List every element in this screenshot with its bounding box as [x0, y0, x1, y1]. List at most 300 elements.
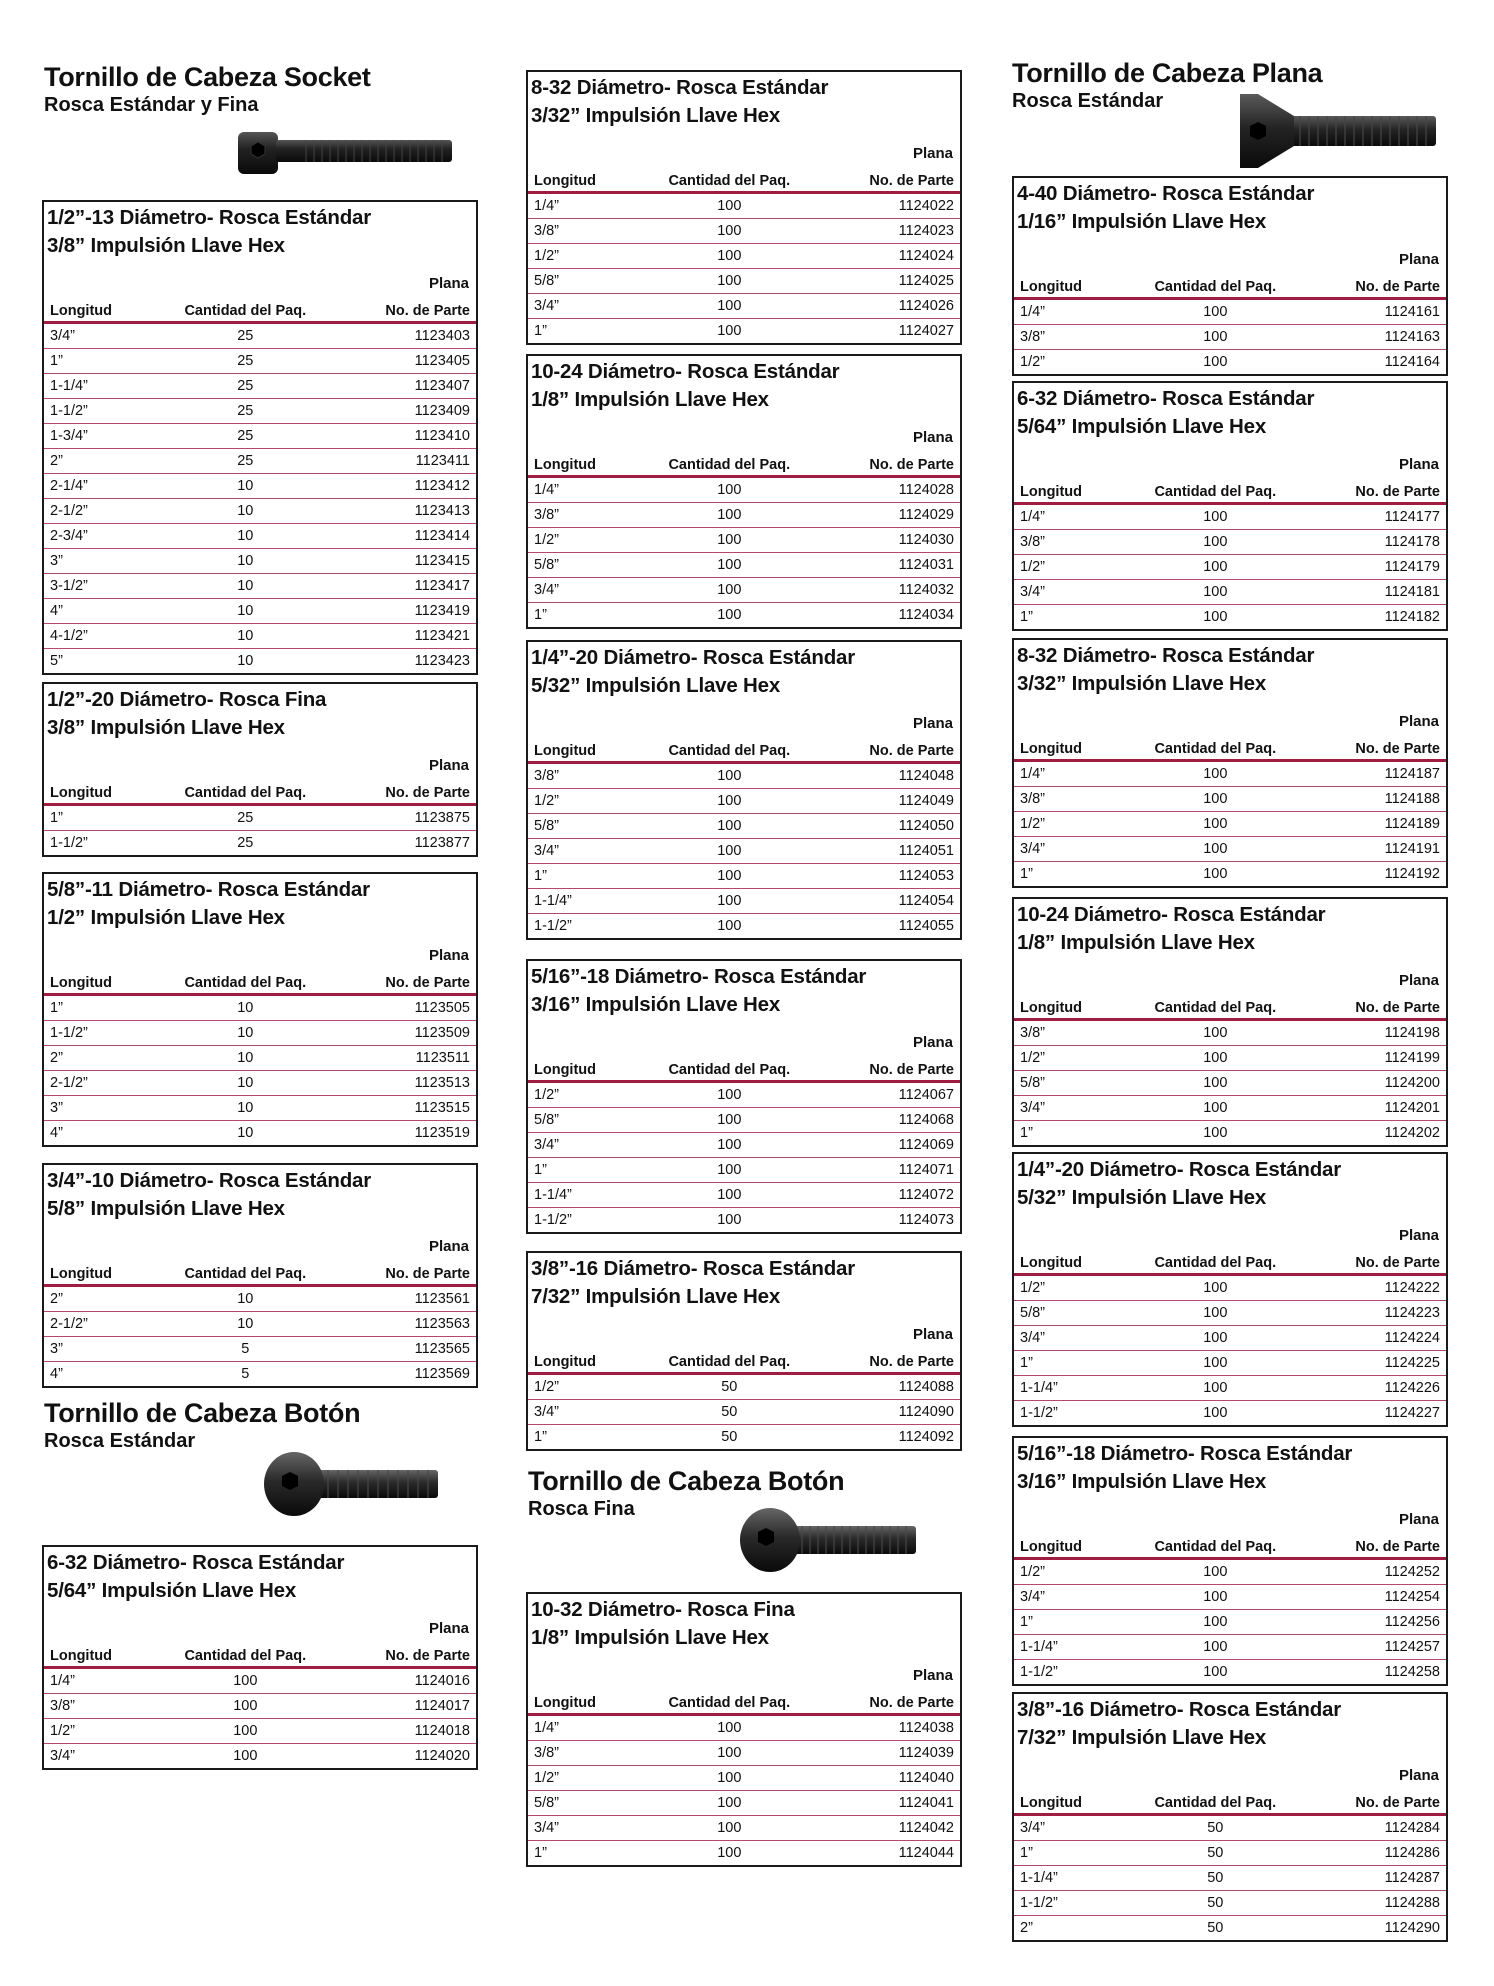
cell-parte: 1124200 — [1384, 1075, 1440, 1091]
cell-parte: 1124181 — [1384, 584, 1440, 600]
table-row — [44, 806, 476, 831]
table-row — [1014, 530, 1446, 555]
cell-cantidad: 10 — [237, 553, 254, 569]
cell-cantidad: 100 — [1203, 866, 1228, 882]
cell-longitud: 2” — [50, 1050, 63, 1066]
table-row — [44, 1287, 476, 1312]
cell-longitud: 3/8” — [534, 768, 559, 784]
column-header-parte: No. de Parte — [385, 785, 470, 801]
table-row — [1014, 1816, 1446, 1841]
cell-longitud: 3/8” — [1020, 329, 1045, 345]
table-row — [44, 349, 476, 374]
table-title: 1/2”-20 Diámetro- Rosca Fina — [47, 688, 327, 711]
cell-cantidad: 25 — [237, 378, 254, 394]
flat-head-screw-image — [1236, 92, 1442, 170]
cell-longitud: 1/2” — [534, 532, 559, 548]
cell-parte: 1124024 — [898, 248, 954, 264]
cell-parte: 1123565 — [414, 1341, 470, 1357]
cell-parte: 1124040 — [898, 1770, 954, 1786]
cell-parte: 1123563 — [414, 1316, 470, 1332]
cell-cantidad: 100 — [1203, 329, 1228, 345]
table-title: 5/16”-18 Diámetro- Rosca Estándar — [1017, 1442, 1353, 1465]
table-subtitle: 5/64” Impulsión Llave Hex — [1017, 415, 1267, 438]
cell-cantidad: 10 — [237, 1291, 254, 1307]
table-row — [528, 244, 960, 269]
table-title: 6-32 Diámetro- Rosca Estándar — [47, 1551, 345, 1574]
cell-cantidad: 50 — [721, 1429, 738, 1445]
column-headers — [1014, 1788, 1446, 1816]
cell-cantidad: 25 — [237, 403, 254, 419]
cell-longitud: 1” — [50, 353, 63, 369]
column-headers — [1014, 1248, 1446, 1276]
table-row — [1014, 1301, 1446, 1326]
cell-cantidad: 100 — [1203, 584, 1228, 600]
column-header-parte: No. de Parte — [385, 975, 470, 991]
table-row — [1014, 1916, 1446, 1940]
cell-parte: 1123505 — [414, 1000, 470, 1016]
table-row — [1014, 1866, 1446, 1891]
column-header-longitud: Longitud — [1020, 1795, 1083, 1811]
table-row — [44, 324, 476, 349]
cell-cantidad: 100 — [1203, 1025, 1228, 1041]
table-row — [528, 1208, 960, 1232]
cell-longitud: 1/4” — [1020, 509, 1045, 525]
finish-label: Plana — [428, 757, 469, 774]
finish-label: Plana — [912, 1034, 953, 1051]
table-row — [528, 503, 960, 528]
cell-cantidad: 100 — [1203, 1664, 1228, 1680]
cell-longitud: 5/8” — [534, 557, 559, 573]
cell-cantidad: 5 — [241, 1341, 250, 1357]
table-row — [528, 839, 960, 864]
cell-parte: 1123515 — [414, 1100, 470, 1116]
cell-parte: 1124023 — [898, 223, 954, 239]
cell-longitud: 1/4” — [534, 482, 559, 498]
column-header-parte: No. de Parte — [385, 1266, 470, 1282]
spec-table — [1012, 897, 1448, 1147]
cell-cantidad: 100 — [1203, 816, 1228, 832]
cell-cantidad: 25 — [237, 428, 254, 444]
cell-cantidad: 50 — [1207, 1895, 1224, 1911]
cell-parte: 1124254 — [1384, 1589, 1440, 1605]
column-headers — [528, 1055, 960, 1083]
column-header-longitud: Longitud — [50, 303, 113, 319]
cell-parte: 1124053 — [898, 868, 954, 884]
cell-parte: 1124191 — [1384, 841, 1440, 857]
cell-cantidad: 100 — [717, 273, 742, 289]
cell-longitud: 1/2” — [1020, 1280, 1045, 1296]
column-header-parte: No. de Parte — [385, 303, 470, 319]
column-header-cantidad: Cantidad del Paq. — [668, 1354, 791, 1370]
table-row — [528, 789, 960, 814]
column-header-parte: No. de Parte — [1355, 1539, 1440, 1555]
cell-longitud: 1-1/2” — [1020, 1664, 1058, 1680]
table-row — [44, 399, 476, 424]
section-subtitle: Rosca Fina — [528, 1498, 635, 1520]
cell-parte: 1124189 — [1384, 816, 1440, 832]
cell-longitud: 1” — [50, 1000, 63, 1016]
table-title: 10-24 Diámetro- Rosca Estándar — [531, 360, 840, 383]
section-title: Tornillo de Cabeza Plana — [1012, 58, 1323, 88]
cell-parte: 1124022 — [898, 198, 954, 214]
cell-parte: 1124202 — [1384, 1125, 1440, 1141]
column-headers — [1014, 993, 1446, 1021]
cell-longitud: 3/4” — [1020, 584, 1045, 600]
column-header-longitud: Longitud — [50, 1266, 113, 1282]
column-header-cantidad: Cantidad del Paq. — [184, 1648, 307, 1664]
finish-label: Plana — [1398, 1227, 1439, 1244]
table-row — [528, 319, 960, 343]
table-row — [528, 1083, 960, 1108]
cell-parte: 1124088 — [898, 1379, 954, 1395]
cell-parte: 1124284 — [1384, 1820, 1440, 1836]
table-subtitle: 3/16” Impulsión Llave Hex — [531, 993, 781, 1016]
cell-cantidad: 100 — [717, 1162, 742, 1178]
cell-cantidad: 100 — [717, 1795, 742, 1811]
cell-cantidad: 100 — [717, 918, 742, 934]
table-title: 1/2”-13 Diámetro- Rosca Estándar — [47, 206, 372, 229]
cell-parte: 1123511 — [415, 1050, 470, 1066]
finish-label: Plana — [912, 715, 953, 732]
table-subtitle: 3/8” Impulsión Llave Hex — [47, 234, 285, 257]
table-title: 10-24 Diámetro- Rosca Estándar — [1017, 903, 1326, 926]
finish-label: Plana — [1398, 1767, 1439, 1784]
cell-longitud: 3/8” — [534, 1745, 559, 1761]
table-subtitle: 3/32” Impulsión Llave Hex — [531, 104, 781, 127]
finish-label: Plana — [1398, 456, 1439, 473]
cell-cantidad: 100 — [717, 248, 742, 264]
cell-parte: 1123877 — [414, 835, 470, 851]
cell-parte: 1124288 — [1384, 1895, 1440, 1911]
cell-cantidad: 25 — [237, 835, 254, 851]
finish-label: Plana — [1398, 713, 1439, 730]
table-row — [1014, 605, 1446, 629]
table-subtitle: 5/32” Impulsión Llave Hex — [1017, 1186, 1267, 1209]
cell-longitud: 4” — [50, 603, 63, 619]
cell-cantidad: 100 — [1203, 1564, 1228, 1580]
spec-table — [42, 872, 478, 1147]
column-header-longitud: Longitud — [50, 975, 113, 991]
table-row — [528, 219, 960, 244]
cell-parte: 1123875 — [414, 810, 470, 826]
cell-parte: 1124034 — [898, 607, 954, 623]
cell-parte: 1124179 — [1384, 559, 1440, 575]
column-headers — [528, 1347, 960, 1375]
cell-parte: 1124258 — [1384, 1664, 1440, 1680]
cell-longitud: 3/4” — [534, 582, 559, 598]
cell-parte: 1124026 — [898, 298, 954, 314]
column-header-cantidad: Cantidad del Paq. — [668, 457, 791, 473]
cell-cantidad: 25 — [237, 328, 254, 344]
column-header-parte: No. de Parte — [1355, 1795, 1440, 1811]
cell-parte: 1124090 — [898, 1404, 954, 1420]
column-headers — [528, 450, 960, 478]
cell-parte: 1123423 — [414, 653, 470, 669]
cell-longitud: 2” — [50, 453, 63, 469]
cell-cantidad: 10 — [237, 1125, 254, 1141]
table-row — [44, 424, 476, 449]
table-row — [528, 269, 960, 294]
cell-cantidad: 100 — [717, 323, 742, 339]
table-row — [1014, 1071, 1446, 1096]
table-subtitle: 5/32” Impulsión Llave Hex — [531, 674, 781, 697]
column-header-longitud: Longitud — [534, 1354, 597, 1370]
cell-cantidad: 100 — [717, 1112, 742, 1128]
cell-cantidad: 100 — [1203, 1305, 1228, 1321]
finish-label: Plana — [1398, 1511, 1439, 1528]
finish-label: Plana — [428, 1238, 469, 1255]
cell-longitud: 1-1/4” — [534, 893, 572, 909]
cell-parte: 1124290 — [1384, 1920, 1440, 1936]
cell-parte: 1123421 — [414, 628, 470, 644]
cell-cantidad: 100 — [233, 1723, 258, 1739]
table-row — [528, 1841, 960, 1865]
table-row — [1014, 787, 1446, 812]
cell-cantidad: 100 — [1203, 1639, 1228, 1655]
spec-table — [1012, 176, 1448, 376]
table-row — [1014, 1021, 1446, 1046]
cell-parte: 1124256 — [1384, 1614, 1440, 1630]
cell-cantidad: 100 — [717, 532, 742, 548]
cell-parte: 1124201 — [1384, 1100, 1440, 1116]
cell-parte: 1124187 — [1384, 766, 1440, 782]
cell-parte: 1124050 — [898, 818, 954, 834]
column-header-parte: No. de Parte — [869, 1062, 954, 1078]
cell-longitud: 5/8” — [534, 273, 559, 289]
cell-cantidad: 100 — [717, 868, 742, 884]
cell-longitud: 1/2” — [1020, 816, 1045, 832]
cell-parte: 1124027 — [898, 323, 954, 339]
cell-longitud: 3/8” — [534, 507, 559, 523]
cell-longitud: 2-1/2” — [50, 1075, 88, 1091]
column-header-cantidad: Cantidad del Paq. — [668, 1062, 791, 1078]
table-row — [1014, 812, 1446, 837]
cell-longitud: 3/4” — [534, 298, 559, 314]
finish-label: Plana — [428, 1620, 469, 1637]
spec-table — [526, 1251, 962, 1451]
cell-longitud: 3/4” — [1020, 1589, 1045, 1605]
cell-parte: 1123414 — [414, 528, 470, 544]
table-row — [44, 524, 476, 549]
table-row — [1014, 1401, 1446, 1425]
cell-cantidad: 100 — [717, 607, 742, 623]
cell-longitud: 4” — [50, 1125, 63, 1141]
column-headers — [44, 296, 476, 324]
table-row — [44, 1744, 476, 1768]
spec-table — [526, 959, 962, 1234]
column-header-cantidad: Cantidad del Paq. — [1154, 484, 1277, 500]
cell-parte: 1124041 — [898, 1795, 954, 1811]
cell-parte: 1124226 — [1384, 1380, 1440, 1396]
cell-parte: 1124032 — [898, 582, 954, 598]
finish-label: Plana — [1398, 251, 1439, 268]
table-row — [44, 1694, 476, 1719]
cell-longitud: 1/2” — [1020, 1050, 1045, 1066]
column-header-longitud: Longitud — [1020, 741, 1083, 757]
section-subtitle: Rosca Estándar — [1012, 90, 1164, 112]
cell-cantidad: 100 — [717, 793, 742, 809]
table-row — [1014, 1326, 1446, 1351]
table-row — [44, 831, 476, 855]
cell-parte: 1124222 — [1384, 1280, 1440, 1296]
table-row — [528, 1158, 960, 1183]
table-row — [1014, 1841, 1446, 1866]
cell-longitud: 3/4” — [50, 328, 75, 344]
cell-parte: 1124224 — [1384, 1330, 1440, 1346]
cell-longitud: 3/4” — [534, 1820, 559, 1836]
table-subtitle: 7/32” Impulsión Llave Hex — [531, 1285, 781, 1308]
cell-cantidad: 50 — [1207, 1820, 1224, 1836]
table-row — [44, 1121, 476, 1145]
cell-longitud: 3/8” — [50, 1698, 75, 1714]
table-row — [44, 549, 476, 574]
table-subtitle: 3/8” Impulsión Llave Hex — [47, 716, 285, 739]
table-row — [44, 1719, 476, 1744]
table-row — [1014, 1560, 1446, 1585]
cell-parte: 1123513 — [414, 1075, 470, 1091]
column-header-parte: No. de Parte — [1355, 741, 1440, 757]
table-row — [44, 1337, 476, 1362]
section-subtitle: Rosca Estándar y Fina — [44, 94, 259, 116]
cell-cantidad: 10 — [237, 1000, 254, 1016]
cell-cantidad: 100 — [1203, 609, 1228, 625]
cell-parte: 1124017 — [414, 1698, 470, 1714]
table-row — [1014, 505, 1446, 530]
table-title: 6-32 Diámetro- Rosca Estándar — [1017, 387, 1315, 410]
column-header-parte: No. de Parte — [1355, 1255, 1440, 1271]
table-row — [528, 1816, 960, 1841]
cell-parte: 1124069 — [898, 1137, 954, 1153]
column-headers — [44, 1259, 476, 1287]
cell-longitud: 2-1/4” — [50, 478, 88, 494]
cell-parte: 1124018 — [414, 1723, 470, 1739]
spec-table — [1012, 1436, 1448, 1686]
cell-parte: 1124257 — [1384, 1639, 1440, 1655]
table-row — [1014, 1585, 1446, 1610]
table-row — [1014, 1610, 1446, 1635]
table-row — [1014, 580, 1446, 605]
cell-cantidad: 50 — [1207, 1870, 1224, 1886]
cell-longitud: 1/2” — [1020, 559, 1045, 575]
cell-longitud: 1-1/2” — [1020, 1895, 1058, 1911]
table-row — [528, 1183, 960, 1208]
cell-cantidad: 25 — [237, 453, 254, 469]
cell-cantidad: 100 — [1203, 509, 1228, 525]
cell-longitud: 1-1/4” — [1020, 1380, 1058, 1396]
cell-parte: 1124016 — [414, 1673, 470, 1689]
finish-label: Plana — [428, 275, 469, 292]
table-row — [44, 599, 476, 624]
cell-parte: 1124028 — [898, 482, 954, 498]
cell-longitud: 1-1/2” — [50, 835, 88, 851]
cell-cantidad: 100 — [717, 818, 742, 834]
spec-table — [1012, 638, 1448, 888]
cell-longitud: 1” — [1020, 1355, 1033, 1371]
table-row — [44, 996, 476, 1021]
cell-longitud: 1-1/4” — [1020, 1870, 1058, 1886]
column-headers — [1014, 477, 1446, 505]
cell-cantidad: 100 — [1203, 1589, 1228, 1605]
cell-longitud: 4-1/2” — [50, 628, 88, 644]
table-title: 5/16”-18 Diámetro- Rosca Estándar — [531, 965, 867, 988]
column-header-longitud: Longitud — [1020, 1000, 1083, 1016]
table-row — [44, 1046, 476, 1071]
finish-label: Plana — [912, 429, 953, 446]
cell-longitud: 1/4” — [1020, 766, 1045, 782]
cell-cantidad: 100 — [1203, 1075, 1228, 1091]
cell-longitud: 1/2” — [534, 1770, 559, 1786]
table-subtitle: 1/8” Impulsión Llave Hex — [531, 1626, 769, 1649]
cell-cantidad: 100 — [1203, 1125, 1228, 1141]
table-row — [1014, 1096, 1446, 1121]
column-headers — [528, 166, 960, 194]
cell-longitud: 1” — [1020, 609, 1033, 625]
table-row — [44, 1669, 476, 1694]
cell-parte: 1124182 — [1384, 609, 1440, 625]
table-row — [528, 294, 960, 319]
table-row — [44, 1312, 476, 1337]
table-row — [1014, 1891, 1446, 1916]
column-headers — [1014, 1532, 1446, 1560]
table-row — [1014, 1635, 1446, 1660]
cell-cantidad: 50 — [721, 1404, 738, 1420]
cell-parte: 1123405 — [414, 353, 470, 369]
cell-cantidad: 100 — [717, 298, 742, 314]
cell-cantidad: 100 — [1203, 1614, 1228, 1630]
column-headers — [44, 778, 476, 806]
cell-parte: 1124178 — [1384, 534, 1440, 550]
cell-longitud: 3” — [50, 1100, 63, 1116]
column-header-longitud: Longitud — [534, 173, 597, 189]
cell-longitud: 3-1/2” — [50, 578, 88, 594]
cell-parte: 1124031 — [898, 557, 954, 573]
cell-cantidad: 100 — [717, 1770, 742, 1786]
finish-label: Plana — [428, 947, 469, 964]
cell-longitud: 1” — [534, 607, 547, 623]
table-row — [528, 1425, 960, 1449]
cell-longitud: 1” — [1020, 1125, 1033, 1141]
table-row — [44, 1021, 476, 1046]
table-row — [1014, 862, 1446, 886]
cell-cantidad: 100 — [717, 1212, 742, 1228]
cell-cantidad: 100 — [1203, 559, 1228, 575]
cell-longitud: 1/4” — [1020, 304, 1045, 320]
cell-cantidad: 10 — [237, 1050, 254, 1066]
cell-cantidad: 50 — [1207, 1845, 1224, 1861]
spec-table — [42, 1545, 478, 1770]
cell-cantidad: 100 — [717, 1187, 742, 1203]
spec-table — [1012, 1692, 1448, 1942]
cell-longitud: 3/4” — [534, 1404, 559, 1420]
table-row — [528, 1375, 960, 1400]
cell-parte: 1124161 — [1384, 304, 1440, 320]
cell-parte: 1124048 — [898, 768, 954, 784]
cell-parte: 1123519 — [414, 1125, 470, 1141]
column-header-cantidad: Cantidad del Paq. — [668, 1695, 791, 1711]
cell-longitud: 1-1/4” — [1020, 1639, 1058, 1655]
cell-longitud: 1” — [534, 868, 547, 884]
spec-table — [526, 640, 962, 940]
table-title: 8-32 Diámetro- Rosca Estándar — [531, 76, 829, 99]
table-subtitle: 1/8” Impulsión Llave Hex — [531, 388, 769, 411]
cell-parte: 1123413 — [414, 503, 470, 519]
cell-parte: 1124038 — [898, 1720, 954, 1736]
cell-cantidad: 100 — [717, 1745, 742, 1761]
cell-parte: 1123569 — [414, 1366, 470, 1382]
table-subtitle: 3/32” Impulsión Llave Hex — [1017, 672, 1267, 695]
table-row — [44, 649, 476, 673]
cell-cantidad: 100 — [717, 557, 742, 573]
